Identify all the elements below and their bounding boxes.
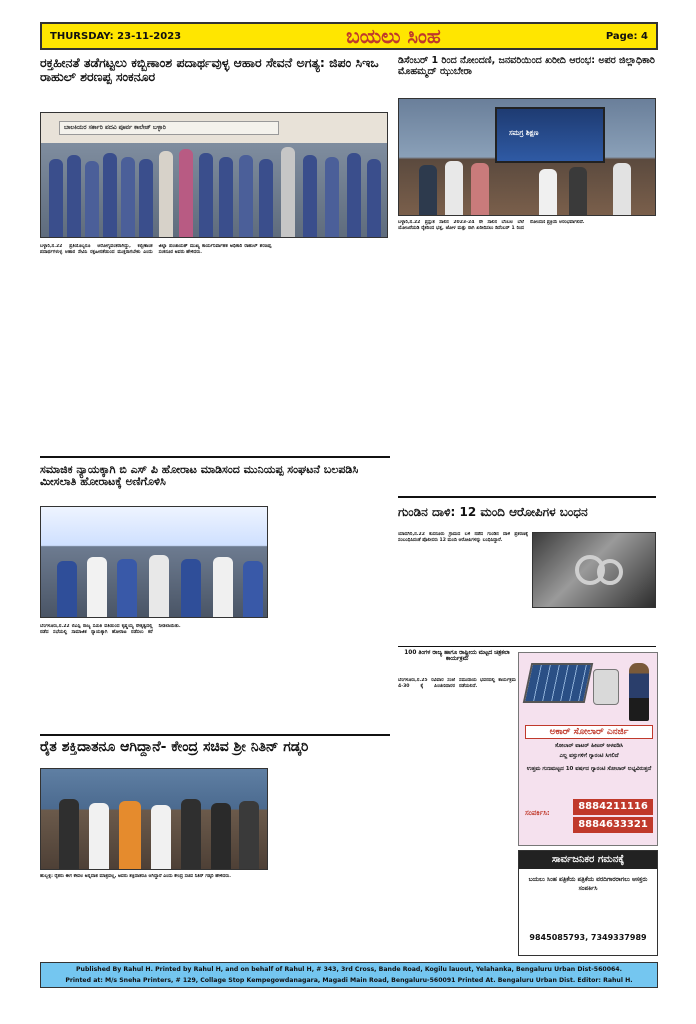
public-notice-ad[interactable] (518, 850, 658, 956)
public-notice-phones[interactable]: 9845085793, 7349337989 (529, 933, 647, 942)
solar-ad-line1: ಸೋಲಾರ್ ವಾಟರ್ ಹೀಟರ್ ಅಳವಡಿಸಿ (554, 743, 624, 749)
story2-headline: ಡಿಸೆಂಬರ್ 1 ರಿಂದ ನೋಂದಣಿ, ಜನವರಿಯಿಂದ ಖರೀದಿ ಆರಂಭ: ಅಪರ ಜಿಲ್ಲಾಧಿಕಾರಿ ಮೊಹಮ್ಮದ್ ಝುಬೇರಾ (398, 55, 655, 77)
story2-photo (398, 98, 656, 216)
public-notice-text: ಬಯಲು ಸಿಂಹ ಪತ್ರಿಕೆಯ ಪತ್ರಿಕೆಯ ವರದಿಗಾರರಾಗಲು ಆಸಕ್ತರು ಸಂಪರ್ಕಿಸಿ (528, 876, 648, 892)
story4-body-2 (532, 610, 656, 644)
story2-dateline: ಬಳ್ಳಾರಿ,ನ.22 ಪ್ರಸ್ತುತ ಸಾಲಿನ 2023-24 ನೇ ಸಾಲಿನ ಬೆಂಬಲ ಬೆಲೆ ಯೋಜನೆಯಡಿ ರೈತರಿಂದ ಭತ್ತ, ಜೋಳ ಮತ್ತು ರಾಗಿ ಖರೀದಿಸಲು ಡಿಸೆಂಬರ್ 1 ರಿಂದ ನೋಂದಣಿ ಪ್ರಕ್ರಿಯೆ ಆರಂಭವಾಗಲಿದೆ. (398, 220, 585, 232)
story4-headline: ಗುಂಡಿನ ದಾಳಿ: 12 ಮಂದಿ ಆರೋಪಿಗಳ ಬಂಧನ (398, 505, 588, 519)
story1-photo (40, 112, 388, 238)
solar-ad-contact-label: ಸಂಪರ್ಕಿಸಿ: (525, 809, 550, 817)
imprint-line2: Printed at: M/s Sneha Printers, # 129, Collage Stop Kempegowdanagara, Magadi Main Road, Bengaluru-560091 Printed At. Bengaluru Urban Dist. Editor: Rahul H. (65, 977, 633, 984)
story1-dateline: ಬಳ್ಳಾರಿ,ನ.22 ಪ್ರತಿಯೊಬ್ಬರೂ ಆರೋಗ್ಯವಂತರಾಗಿದ್ದು, ಕಬ್ಬಿಣಾಂಶ ಪದಾರ್ಥಗಳುಳ್ಳ ಆಹಾರ ಸೇವಿಸಿ ರಕ್ತಹೀನತೆಯಿಂದ ಮುಕ್ತರಾಗಬೇಕು ಎಂದು ಜಿಲ್ಲಾ ಪಂಚಾಯತ್ ಮುಖ್ಯ ಕಾರ್ಯನಿರ್ವಾಹಕ ಅಧಿಕಾರಿ ರಾಹುಲ್ ಶರಣಪ್ಪ ಸಂಕನೂರ ಅವರು ಹೇಳಿದರು. (40, 244, 272, 256)
story3-body (40, 624, 390, 730)
water-tank-icon (593, 669, 619, 705)
public-notice-title: ಸಾರ್ವಜನಿಕರ ಗಮನಕ್ಕೆ (519, 851, 657, 869)
story2-body (398, 220, 656, 492)
story6-headline: ರೈತ ಶಕ್ತಿದಾತನೂ ಆಗಿದ್ದಾನೆ- ಕೇಂದ್ರ ಸಚಿವ ಶ್ರೀ ನಿತಿನ್ ಗಡ್ಕರಿ (40, 739, 309, 755)
solar-ad[interactable] (518, 652, 658, 846)
page-number: Page: 4 (605, 30, 648, 42)
story3-dateline: ಬೆಂಗಳೂರು,ನ.22 ಬಿಎಸ್ಪಿ ರಾಜ್ಯ ಸಮಿತಿ ವತಿಯಿಂದ ಕೃಷ್ಣಯ್ಯ ನೇತೃತ್ವದಲ್ಲಿ ನಡೆದ ಸಭೆಯಲ್ಲಿ ಸಾಮಾಜಿಕ ನ್ಯಾಯಕ್ಕಾಗಿ ಹೋರಾಟ ನಡೆಸಲು ಕರೆ ನೀಡಲಾಯಿತು. (40, 624, 181, 636)
masthead (40, 22, 658, 50)
screen-display (495, 107, 605, 163)
story5-dateline: ಬೆಂಗಳೂರು,ನ.25 ರವಿವಾರ ಸಂಜೆ 4-30 ಕ್ಕೆ ಪಿಂಚಣಿದಾರರ ಸಮುದಾಯ ಭವನದಲ್ಲಿ ಕಾರ್ಯಕ್ರಮ ನಡೆಯಲಿದೆ. (398, 678, 516, 690)
story4-body (398, 532, 528, 644)
issue-date: THURSDAY: 23-11-2023 (50, 30, 182, 42)
story5-headline: 100 ತಿಂಗಳ ರಾಜ್ಯ ಹಾಗೂ ರಾಷ್ಟ್ರೀಯ ಮಟ್ಟದ ಚಿತ್ರಕಲಾ ಕಾರ್ಯಕ್ರಮ (404, 650, 510, 663)
story6-body (272, 768, 516, 956)
solar-ad-phone1[interactable]: 8884211116 (573, 799, 653, 815)
story1-body (40, 244, 390, 452)
solar-ad-phone2[interactable]: 8884633321 (573, 817, 653, 833)
solar-panel-icon (523, 663, 594, 703)
solar-ad-title: ಅಕಾರ್ ಸೋಲಾರ್ ಎನರ್ಜಿ (525, 725, 653, 739)
newspaper-title: ಬಯಲು ಸಿಂಹ (346, 24, 441, 48)
story6-body-left (40, 874, 268, 956)
story4-dateline: ಯಾದಗಿರಿ,ನ.22 ಕುಸನೂರು ಗ್ರಾಮದ ಬಳಿ ನಡೆದ ಗುಂಡಿನ ದಾಳಿ ಪ್ರಕರಣಕ್ಕೆ ಸಂಬಂಧಿಸಿದಂತೆ ಪೊಲೀಸರು 12 ಮಂದಿ ಆರೋಪಿಗಳನ್ನು ಬಂಧಿಸಿದ್ದಾರೆ. (398, 532, 528, 544)
story6-dateline: ಹುಬ್ಬಳ್ಳಿ: ರೈತರು ಈಗ ಕೇವಲ ಅನ್ನದಾತ ಮಾತ್ರವಲ್ಲ, ಅವರು ಶಕ್ತಿದಾತರೂ ಆಗಿದ್ದಾರೆ ಎಂದು ಕೇಂದ್ರ ಸಚಿವ ನಿತಿನ್ ಗಡ್ಕರಿ ಹೇಳಿದರು. (40, 874, 231, 879)
screen-text: ಸಮಗ್ರ ಶಿಕ್ಷಣ (509, 129, 539, 137)
solar-ad-line2: ಎಲ್ಲ ವಸ್ತುಗಳಿಗೆ ಗ್ಯಾರಂಟಿ ಸಿಗಲಿದೆ (559, 753, 619, 759)
imprint-line1: Published By Rahul H. Printed by Rahul H, and on behalf of Rahul H, # 343, 3rd Cross, Bande Road, Kogilu lauout, Yelahanka, Bengaluru Urban Dist-560064. (76, 966, 622, 973)
story4-photo (532, 532, 656, 608)
story1-headline: ರಕ್ತಹೀನತೆ ತಡೆಗಟ್ಟಲು ಕಬ್ಬಿಣಾಂಶ ಪದಾರ್ಥವುಳ್ಳ ಆಹಾರ ಸೇವನೆ ಅಗತ್ಯ: ಜಿಪಂ ಸಿಇಒ ರಾಹುಲ್ ಶರಣಪ್ಪ ಸಂಕನೂರ (40, 55, 379, 84)
story3-body-right (272, 506, 390, 618)
story3-photo (40, 506, 268, 618)
story6-photo (40, 768, 268, 870)
person-icon (629, 663, 649, 721)
solar-ad-line3: ಉತ್ತಮ ಗುಣಮಟ್ಟದ 10 ವರ್ಷದ ಗ್ಯಾರಂಟಿ ಸೋಲಾರ್ ಲಭ್ಯವಿರುತ್ತದೆ (526, 766, 652, 772)
story3-headline: ಸಮಾಜಿಕ ನ್ಯಾಯಕ್ಕಾಗಿ ಬಿ ಎಸ್ ಪಿ ಹೋರಾಟ ಮಾಡಿಸಂದ ಮುನಿಯಪ್ಪ ಸಂಘಟನೆ ಬಲಪಡಿಸಿ ಮೀಸಲಾತಿ ಹೋರಾಟಕ್ಕೆ ಅಣಿಗೊಳಿಸಿ (40, 463, 359, 489)
imprint-footer (40, 962, 658, 988)
college-banner: ಬಾಲಕಿಯರ ಸರ್ಕಾರಿ ಪದವಿ ಪೂರ್ವ ಕಾಲೇಜ್ ಬಳ್ಳಾರಿ (59, 121, 279, 135)
